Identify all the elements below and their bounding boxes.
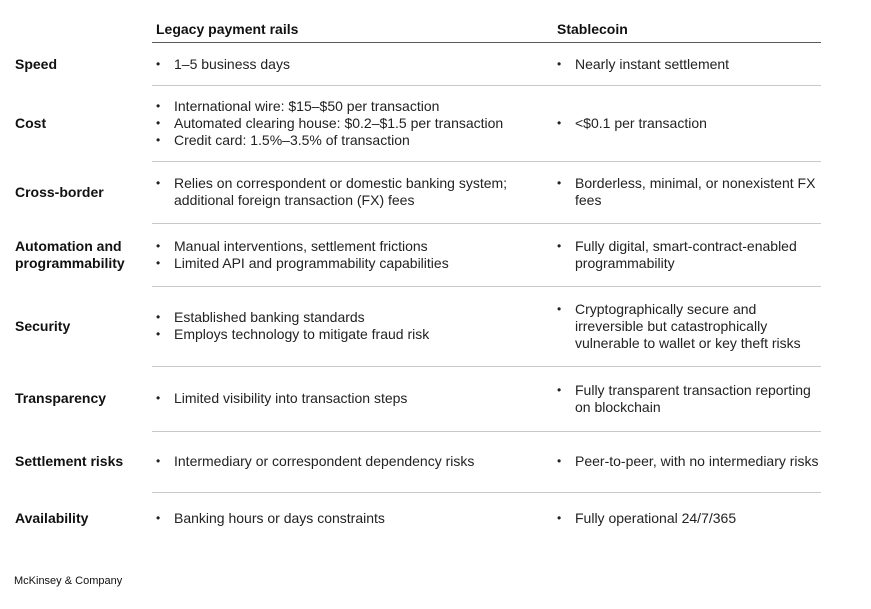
bullet-icon: •: [156, 239, 161, 253]
table-row: [15, 223, 821, 286]
bullet-icon: •: [557, 511, 562, 525]
table-header: [15, 0, 821, 44]
bullet-item: [156, 510, 536, 527]
table-row: [15, 431, 821, 492]
bullet-text: Fully operational 24/7/365: [575, 510, 737, 526]
stablecoin-cell: [557, 238, 821, 272]
bullet-icon: •: [557, 383, 562, 397]
row-label: Availability: [15, 510, 89, 526]
bullet-icon: •: [156, 511, 161, 525]
bullet-text: Intermediary or correspondent dependency risks: [174, 453, 475, 469]
bullet-text: Borderless, minimal, or nonexistent FX fees: [575, 175, 816, 208]
bullet-text: Relies on correspondent or domestic banking system; additional foreign transaction (FX) fees: [174, 175, 508, 208]
bullet-item: [557, 115, 821, 132]
bullet-item: [557, 56, 821, 73]
bullet-text: Peer-to-peer, with no intermediary risks: [575, 453, 819, 469]
bullet-item: [156, 453, 536, 470]
bullet-item: [557, 175, 821, 209]
table-row: [15, 366, 821, 431]
legacy-cell: [156, 390, 536, 407]
bullet-text: International wire: $15–$50 per transaction: [174, 98, 440, 114]
bullet-icon: •: [557, 176, 562, 190]
bullet-icon: •: [156, 176, 161, 190]
bullet-icon: •: [156, 57, 161, 71]
row-label: Settlement risks: [15, 453, 124, 469]
column-header-legacy: Legacy payment rails: [156, 21, 299, 37]
legacy-cell: [156, 238, 536, 272]
table-row: [15, 286, 821, 366]
bullet-item: [156, 309, 536, 326]
bullet-icon: •: [557, 454, 562, 468]
bullet-item: [156, 175, 536, 209]
row-label: Speed: [15, 56, 58, 72]
bullet-text: Limited visibility into transaction steps: [174, 390, 408, 406]
bullet-text: Manual interventions, settlement frictions: [174, 238, 428, 254]
bullet-item: [557, 510, 821, 527]
bullet-text: Banking hours or days constraints: [174, 510, 385, 526]
stablecoin-cell: [557, 175, 821, 209]
row-label: Transparency: [15, 390, 107, 406]
bullet-text: Cryptographically secure and irreversible but catastrophically vulnerable to wallet or key theft risks: [575, 301, 801, 351]
stablecoin-cell: [557, 56, 821, 73]
bullet-icon: •: [156, 99, 161, 113]
legacy-cell: [156, 510, 536, 527]
bullet-icon: •: [557, 302, 562, 316]
footer-logo-text: McKinsey & Company: [14, 575, 123, 587]
legacy-cell: [156, 56, 536, 73]
legacy-cell: [156, 309, 536, 343]
bullet-item: [156, 238, 536, 255]
row-label: Security: [15, 318, 71, 334]
bullet-item: [557, 382, 821, 416]
stablecoin-cell: [557, 301, 821, 352]
bullet-text: Credit card: 1.5%–3.5% of transaction: [174, 132, 410, 148]
legacy-cell: [156, 175, 536, 209]
bullet-icon: •: [156, 116, 161, 130]
bullet-icon: •: [156, 327, 161, 341]
bullet-text: Established banking standards: [174, 309, 365, 325]
row-label: Cost: [15, 115, 47, 131]
bullet-item: [156, 255, 536, 272]
bullet-text: Fully transparent transaction reporting on blockchain: [575, 382, 811, 415]
bullet-item: [156, 98, 536, 115]
bullet-text: Fully digital, smart-contract-enabled programmability: [575, 238, 797, 271]
bullet-item: [557, 453, 821, 470]
bullet-icon: •: [557, 239, 562, 253]
bullet-text: Automated clearing house: $0.2–$1.5 per transaction: [174, 115, 504, 131]
stablecoin-cell: [557, 382, 821, 416]
bullet-icon: •: [156, 133, 161, 147]
bullet-item: [156, 132, 536, 149]
bullet-item: [557, 301, 821, 352]
bullet-icon: •: [156, 310, 161, 324]
bullet-text: 1–5 business days: [174, 56, 290, 72]
bullet-text: Nearly instant settlement: [575, 56, 730, 72]
bullet-text: Limited API and programmability capabilities: [174, 255, 449, 271]
row-label: Automation and programmability: [15, 238, 125, 271]
column-header-stablecoin: Stablecoin: [557, 21, 628, 37]
table-row: [15, 492, 821, 545]
header-divider: [152, 42, 821, 43]
bullet-icon: •: [156, 256, 161, 270]
table-row: [15, 161, 821, 223]
table-row: [15, 44, 821, 85]
stablecoin-cell: [557, 510, 821, 527]
bullet-item: [557, 238, 821, 272]
table-row: [15, 85, 821, 161]
legacy-cell: [156, 98, 536, 149]
bullet-icon: •: [557, 57, 562, 71]
bullet-icon: •: [156, 454, 161, 468]
bullet-item: [156, 326, 536, 343]
bullet-item: [156, 115, 536, 132]
stablecoin-cell: [557, 453, 821, 470]
bullet-icon: •: [557, 116, 562, 130]
bullet-item: [156, 390, 536, 407]
bullet-icon: •: [156, 391, 161, 405]
bullet-item: [156, 56, 536, 73]
legacy-cell: [156, 453, 536, 470]
bullet-text: Employs technology to mitigate fraud risk: [174, 326, 430, 342]
stablecoin-cell: [557, 115, 821, 132]
bullet-text: <$0.1 per transaction: [575, 115, 707, 131]
row-label: Cross-border: [15, 184, 104, 200]
